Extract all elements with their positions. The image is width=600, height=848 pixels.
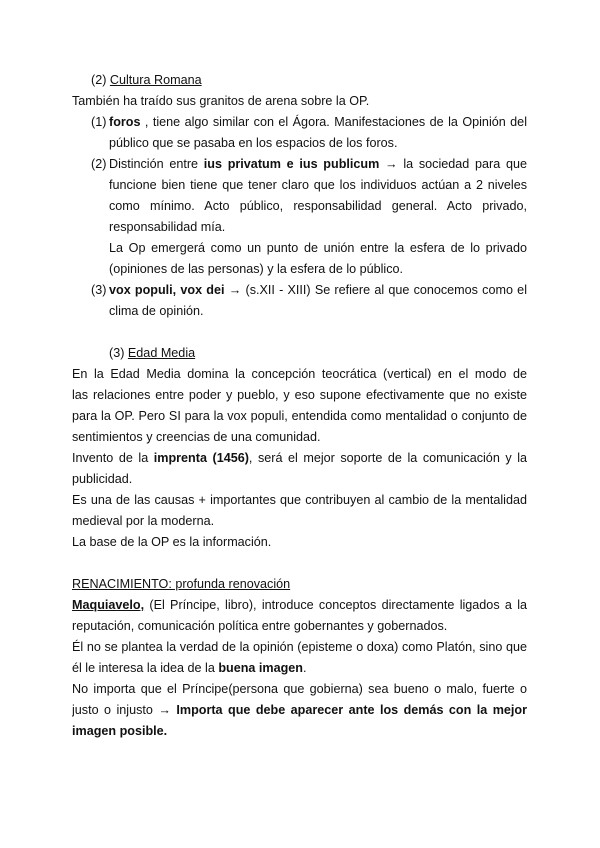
list-item-line: La Op emergerá como un punto de unión entre la esfera de lo privado (109, 241, 527, 255)
paragraph-line: Invento de la imprenta (1456), será el mejor soporte de la comunicación y la (72, 451, 527, 465)
bold-term: → Importa que debe aparecer ante los demás con la mejor (158, 703, 527, 717)
paragraph-line: También ha traído sus granitos de arena sobre la OP. (72, 94, 370, 108)
list-item-line: Distinción entre ius privatum e ius publicum → la sociedad para que (109, 157, 527, 171)
paragraph-line: La base de la OP es la información. (72, 535, 272, 549)
list-item-number: (1) (91, 115, 107, 129)
list-item-number: (2) (91, 157, 107, 171)
heading-number: (3) (109, 346, 125, 360)
heading-title: Edad Media (127, 346, 196, 360)
paragraph-line (72, 721, 167, 742)
list-item-line: responsabilidad mía. (109, 220, 226, 234)
paragraph-line: medieval por la moderna. (72, 514, 215, 528)
list-item-line: vox populi, vox dei → (s.XII - XIII) Se refiere al que conocemos como el (109, 283, 527, 297)
section-heading-medieval (109, 343, 195, 364)
list-item-line: público que se pasaba en los espacios de los foros. (109, 136, 398, 150)
list-item-line: como mínimo. Acto público, responsabilidad general. Acto privado, (109, 199, 527, 213)
paragraph-line: Es una de las causas + importantes que contribuyen al cambio de la mentalidad (72, 493, 527, 507)
paragraph-line: Maquiavelo, (El Príncipe, libro), introduce conceptos directamente ligados a la (72, 598, 527, 612)
paragraph-line: para la OP. Pero SI para la vox populi, entendida como mentalidad o conjunto de (72, 409, 527, 423)
paragraph-line: reputación, comunicación política entre gobernantes y gobernados. (72, 619, 448, 633)
bold-term: imprenta (1456) (153, 451, 249, 465)
bold-term: vox populi, vox dei (109, 283, 225, 297)
bold-term: Maquiavelo, (72, 598, 145, 612)
bold-term: ius privatum e ius publicum (203, 157, 380, 171)
list-item-line: foros , tiene algo similar con el Ágora. Manifestaciones de la Opinión del (109, 115, 527, 129)
paragraph-line: En la Edad Media domina la concepción teocrática (vertical) en el modo de (72, 367, 527, 381)
paragraph-line: él le interesa la idea de la buena imagen. (72, 661, 307, 675)
paragraph-line: justo o injusto → Importa que debe aparecer ante los demás con la mejor (72, 703, 527, 717)
section-heading-renaissance (72, 574, 290, 595)
bold-term: buena imagen (218, 661, 304, 675)
section-heading-roman (91, 70, 202, 91)
bold-term: imagen posible. (72, 724, 168, 738)
bold-term: foros (109, 115, 141, 129)
list-item-line: clima de opinión. (109, 304, 204, 318)
paragraph-line: las relaciones entre poder y pueblo, y eso supone efectivamente que no existe (72, 388, 527, 402)
paragraph-line: sentimientos y creencias de una comunidad. (72, 430, 321, 444)
list-item-line: (opiniones de las personas) y la esfera de lo público. (109, 262, 404, 276)
heading-title: Cultura Romana (109, 73, 202, 87)
heading-title: RENACIMIENTO: profunda renovación (72, 577, 291, 591)
list-item-number: (3) (91, 283, 107, 297)
heading-number: (2) (91, 73, 107, 87)
paragraph-line: Él no se plantea la verdad de la opinión (episteme o doxa) como Platón, sino que (72, 640, 527, 654)
paragraph-line: publicidad. (72, 472, 133, 486)
list-item-line: funcione bien tiene que tener claro que los individuos actúan a 2 niveles (109, 178, 527, 192)
paragraph-line: No importa que el Príncipe(persona que gobierna) sea bueno o malo, fuerte o (72, 682, 527, 696)
